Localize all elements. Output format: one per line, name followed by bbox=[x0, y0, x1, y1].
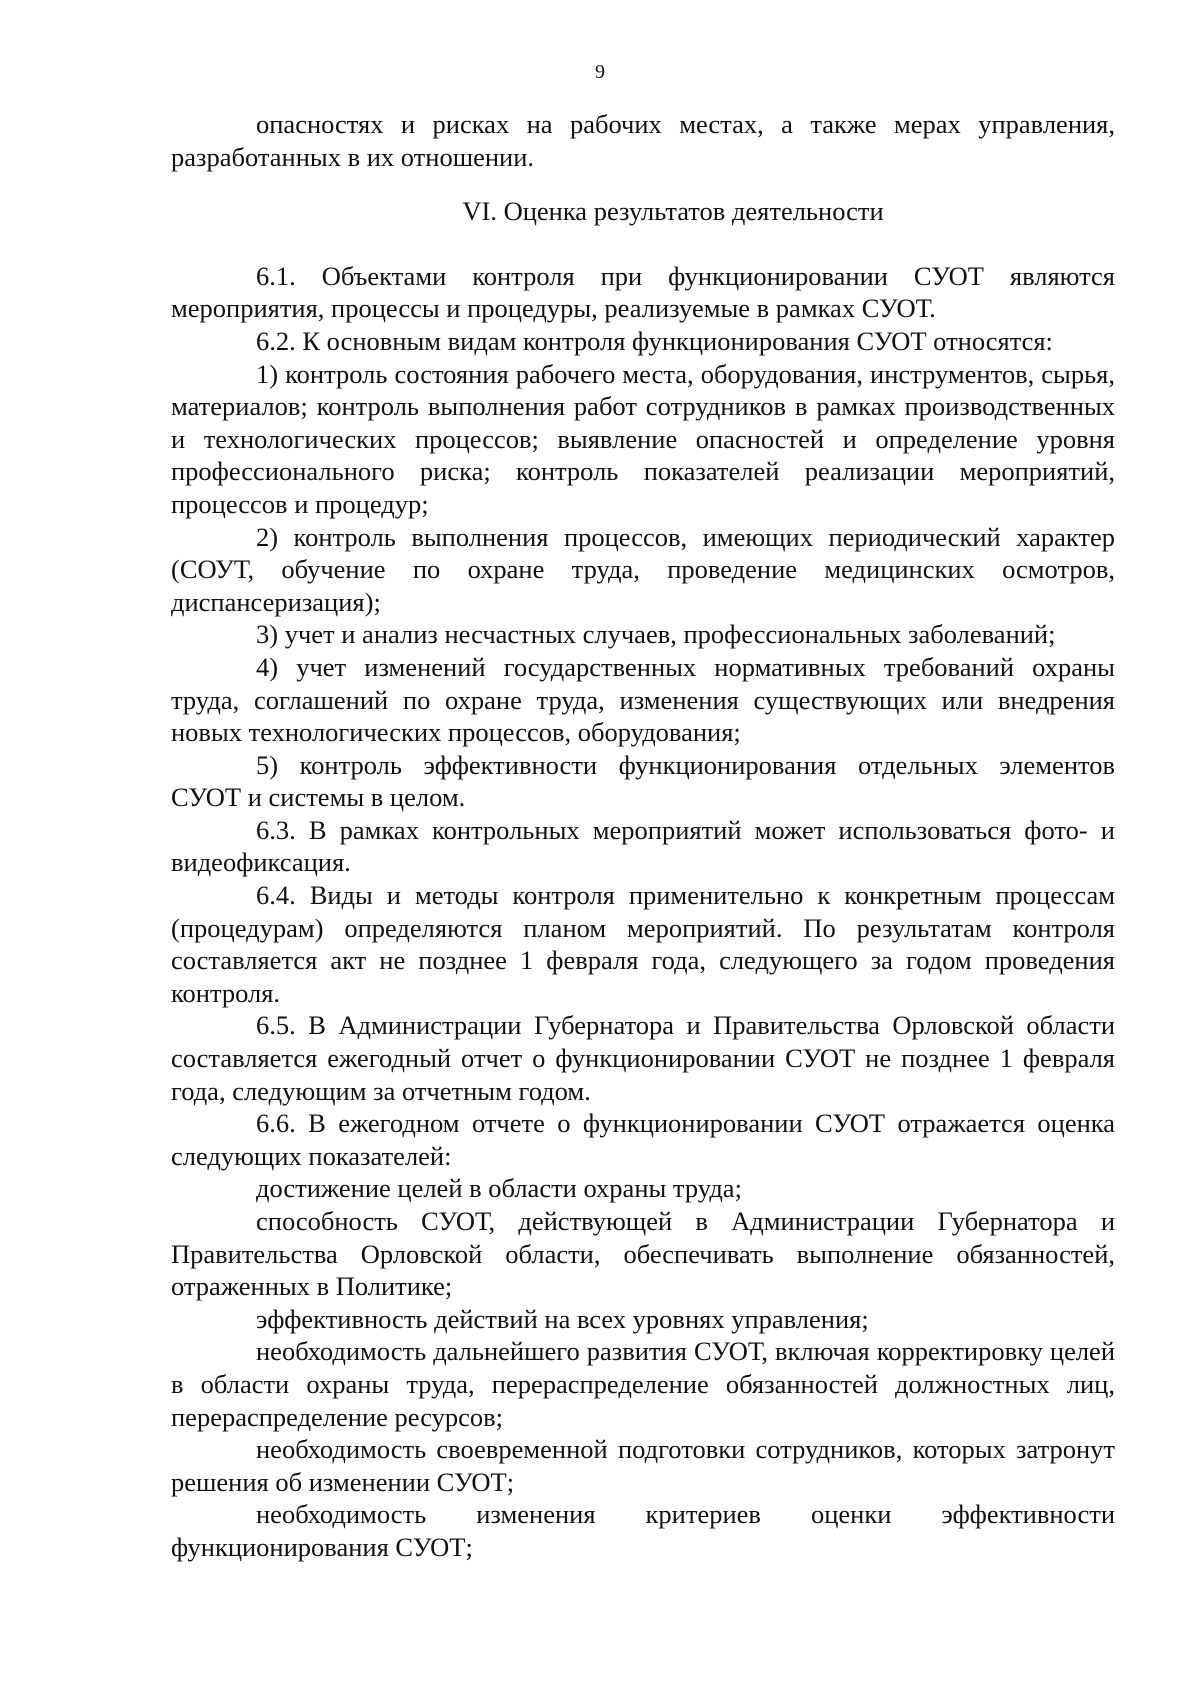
paragraph-6-3: 6.3. В рамках контрольных мероприятий может использоваться фото- и видеофиксация. bbox=[171, 814, 1115, 878]
section-title: VI. Оценка результатов деятельности bbox=[462, 196, 884, 227]
indicator-item: способность СУОТ, действующей в Администрации Губернатора и Правительства Орловской области, обеспечивать выполнение обязанностей, отраженных в Политике; bbox=[171, 1206, 1115, 1302]
list-item-5: 5) контроль эффективности функционирования отдельных элементов СУОТ и системы в целом. bbox=[171, 749, 1115, 813]
indicator-item: достижение целей в области охраны труда; bbox=[256, 1173, 742, 1204]
list-item-4: 4) учет изменений государственных нормативных требований охраны труда, соглашений по охране труда, изменения существующих или внедрения новых технологических процессов, оборудования; bbox=[171, 651, 1115, 748]
list-item-3: 3) учет и анализ несчастных случаев, профессиональных заболеваний; bbox=[256, 619, 1056, 650]
spacer bbox=[171, 228, 1115, 260]
paragraph-6-4: 6.4. Виды и методы контроля применительно к конкретным процессам (процедурам) определяются планом мероприятий. По результатам контроля составляется акт не позднее 1 февраля года, следующего за годом проведения контроля. bbox=[171, 880, 1115, 1008]
list-item-1: 1) контроль состояния рабочего места, оборудования, инструментов, сырья, материалов; контроль выполнения работ сотрудников в рамках производственных и технологических процессов; выявление опасностей и определение уровня профессионального риска; контроль показателей реализации мероприятий, процессов и процедур; bbox=[171, 358, 1115, 519]
paragraph-6-5: 6.5. В Администрации Губернатора и Правительства Орловской области составляется ежегодный отчет о функционировании СУОТ не позднее 1 февраля года, следующим за отчетным годом. bbox=[171, 1010, 1115, 1106]
paragraph-6-1: 6.1. Объектами контроля при функционировании СУОТ являются мероприятия, процессы и процедуры, реализуемые в рамках СУОТ. bbox=[171, 260, 1115, 324]
indicator-item: эффективность действий на всех уровнях управления; bbox=[256, 1303, 869, 1334]
document-body bbox=[171, 108, 1115, 1564]
indicator-item: необходимость изменения критериев оценки эффективности функционирования СУОТ; bbox=[171, 1499, 1115, 1562]
indicator-item: необходимость своевременной подготовки сотрудников, которых затронут решения об изменении СУОТ; bbox=[171, 1434, 1115, 1497]
paragraph-6-2: 6.2. К основным видам контроля функционирования СУОТ относятся: bbox=[256, 325, 1053, 356]
list-item-2: 2) контроль выполнения процессов, имеющих периодический характер (СОУТ, обучение по охране труда, проведение медицинских осмотров, диспансеризация); bbox=[171, 521, 1115, 617]
indicator-item: необходимость дальнейшего развития СУОТ, включая корректировку целей в области охраны труда, перераспределение обязанностей должностных лиц, перераспределение ресурсов; bbox=[171, 1336, 1115, 1432]
spacer bbox=[171, 173, 1115, 195]
paragraph-6-6: 6.6. В ежегодном отчете о функционировании СУОТ отражается оценка следующих показателей: bbox=[171, 1108, 1115, 1171]
page-number: 9 bbox=[595, 61, 605, 83]
intro-paragraph: опасностях и рисках на рабочих местах, а также мерах управления, разработанных в их отношении. bbox=[171, 109, 1115, 172]
